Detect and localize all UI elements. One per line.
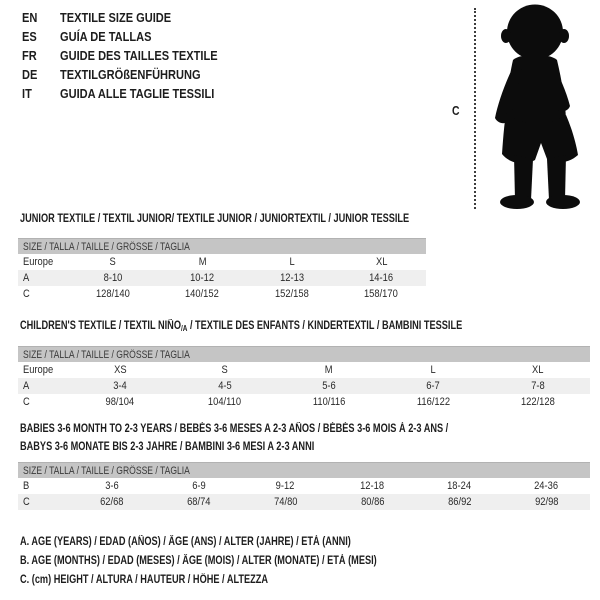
size-cell: 92/98 — [534, 496, 559, 508]
size-cell: XL — [375, 256, 387, 268]
size-cell: 6-9 — [191, 480, 206, 492]
size-cell: 104/110 — [208, 396, 242, 408]
size-cell: 12-18 — [360, 480, 385, 492]
size-cell: 9-12 — [276, 480, 295, 492]
size-cell: 110/116 — [312, 396, 346, 408]
size-table-header: SIZE / TALLA / TAILLE / GRÖSSE / TAGLIA — [18, 462, 590, 478]
size-cell: L — [430, 364, 437, 376]
size-cell: 158/170 — [364, 288, 399, 300]
size-cell: 86/92 — [447, 496, 472, 508]
footnote: C. (cm) HEIGHT / ALTURA / HAUTEUR / HÖHE / ALTEZZA — [20, 574, 269, 586]
size-cell: S — [221, 364, 228, 376]
size-cell: 116/122 — [416, 396, 450, 408]
size-cell: L — [289, 256, 295, 268]
size-table-header: SIZE / TALLA / TAILLE / GRÖSSE / TAGLIA — [18, 346, 590, 362]
size-cell: 14-16 — [369, 272, 394, 284]
size-cell: 3-6 — [104, 480, 119, 492]
size-cell: 10-12 — [190, 272, 215, 284]
height-dotted-line — [474, 8, 476, 209]
footnotes — [20, 533, 466, 590]
row-label: C — [23, 396, 30, 408]
size-cell: 8-10 — [103, 272, 123, 284]
row-label: A — [23, 272, 30, 284]
size-cell: 128/140 — [95, 288, 130, 300]
size-cell: XL — [532, 364, 544, 376]
size-cell: 3-4 — [113, 380, 127, 392]
language-row — [22, 65, 245, 84]
babies-section-title: BABIES 3-6 MONTH TO 2-3 YEARS / BEBÉS 3-6 MESES A 2-3 AÑOS / BÉBÉS 3-6 MOIS À 2-3 ANS / BABYS 3-6 MONATE BIS 2-3 JAHRE / BAMBINI 3-6 MESI A 2-3 ANNI — [20, 423, 449, 453]
size-cell: 24-36 — [534, 480, 559, 492]
row-label: B — [23, 480, 30, 492]
table-row — [18, 362, 590, 378]
junior-section-title: JUNIOR TEXTILE / TEXTIL JUNIOR/ TEXTILE JUNIOR / JUNIORTEXTIL / JUNIOR TESSILE — [20, 213, 410, 225]
row-label: A — [23, 380, 30, 392]
size-cell: 122/128 — [520, 396, 555, 408]
language-code: DE — [22, 67, 38, 82]
size-cell: 5-6 — [322, 380, 336, 392]
table-row — [18, 254, 426, 270]
size-cell: 98/104 — [105, 396, 135, 408]
table-row — [18, 286, 426, 302]
language-code: FR — [22, 48, 37, 63]
row-label: Europe — [23, 256, 54, 268]
row-label: C — [23, 288, 30, 300]
size-cell: 6-7 — [426, 380, 441, 392]
size-cell: 80/86 — [360, 496, 385, 508]
size-cell: 7-8 — [531, 380, 545, 392]
children-section-title — [20, 319, 573, 336]
size-cell: 68/74 — [186, 496, 211, 508]
footnote: A. AGE (YEARS) / EDAD (AÑOS) / ÂGE (ANS) / ALTER (JAHRE) / ETÀ (ANNI) — [20, 536, 351, 548]
language-code: EN — [22, 10, 38, 25]
size-table-header: SIZE / TALLA / TAILLE / GRÖSSE / TAGLIA — [18, 238, 426, 254]
row-label: Europe — [23, 364, 54, 376]
language-row — [22, 46, 245, 65]
footnote: B. AGE (MONTHS) / EDAD (MESES) / ÂGE (MOIS) / ALTER (MONATE) / ETÀ (MESI) — [20, 555, 377, 567]
language-title: GUIDA ALLE TAGLIE TESSILI — [60, 86, 215, 101]
table-row — [18, 478, 590, 494]
table-row — [18, 270, 426, 286]
language-title-list — [22, 8, 245, 103]
children-title-subscript: /A — [180, 324, 188, 333]
language-title: TEXTILGRÖßENFÜHRUNG — [60, 67, 201, 82]
children-size-table — [18, 346, 590, 410]
size-cell: S — [109, 256, 116, 268]
language-title: GUÍA DE TALLAS — [60, 29, 152, 44]
language-code: ES — [22, 29, 37, 44]
height-label: C — [452, 103, 460, 118]
table-row — [18, 378, 590, 394]
size-cell: 152/158 — [274, 288, 309, 300]
table-row — [18, 394, 590, 410]
junior-size-table — [18, 238, 426, 302]
size-cell: 4-5 — [217, 380, 232, 392]
children-title-text: CHILDREN'S TEXTILE / TEXTIL NIÑO — [20, 320, 181, 332]
language-code: IT — [22, 86, 32, 101]
size-cell: 62/68 — [99, 496, 124, 508]
size-cell: 140/152 — [185, 288, 220, 300]
language-row — [22, 8, 245, 27]
language-row — [22, 27, 245, 46]
row-label: C — [23, 496, 30, 508]
language-title: GUIDE DES TAILLES TEXTILE — [60, 48, 218, 63]
language-title: TEXTILE SIZE GUIDE — [60, 10, 172, 25]
baby-silhouette-icon — [486, 3, 594, 213]
size-cell: M — [325, 364, 333, 376]
children-title-text: / TEXTILE DES ENFANTS / KINDERTEXTIL / BAMBINI TESSILE — [187, 320, 463, 332]
size-cell: XS — [113, 364, 127, 376]
size-cell: 74/80 — [273, 496, 298, 508]
size-cell: 18-24 — [447, 480, 472, 492]
language-row — [22, 84, 245, 103]
size-cell: M — [198, 256, 207, 268]
size-cell: 12-13 — [279, 272, 304, 284]
table-row — [18, 494, 590, 510]
babies-size-table — [18, 462, 590, 510]
